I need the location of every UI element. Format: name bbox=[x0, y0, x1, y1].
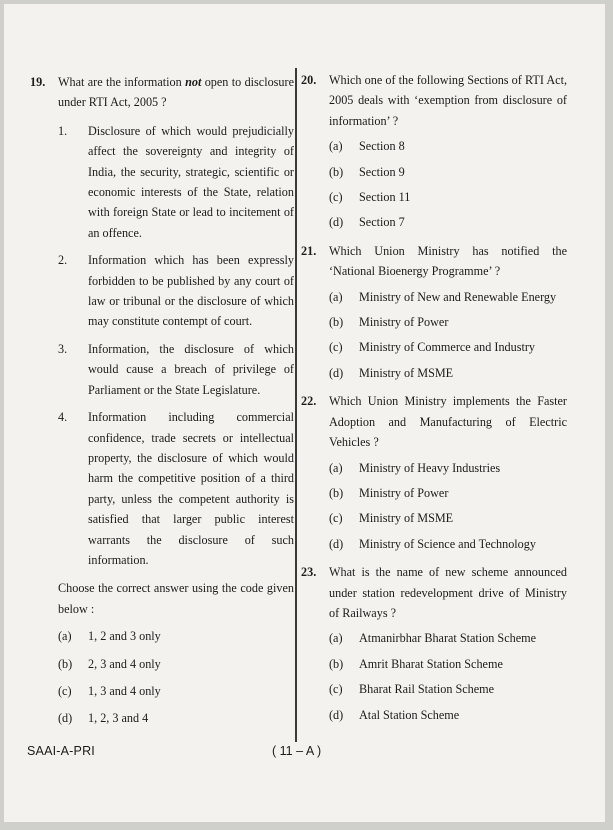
option-b[interactable]: (b) Ministry of Power bbox=[329, 315, 449, 330]
question-19 bbox=[30, 72, 294, 113]
statement-2: 2. Information which has been expressly forbidden to be published by any court of law or tribunal or the disclosure of which may constitute contempt of court. bbox=[58, 253, 294, 329]
question-21: 21. Which Union Ministry has notified the ‘National Bioenergy Programme’ ? bbox=[301, 243, 567, 279]
option-c[interactable]: (c) Ministry of Commerce and Industry bbox=[329, 340, 536, 355]
question-22: 22. Which Union Ministry implements the Faster Adoption and Manufacturing of Electric Vehicles ? bbox=[301, 394, 567, 450]
right-column bbox=[301, 70, 567, 725]
left-column bbox=[30, 72, 294, 729]
option-d[interactable]: (d) 1, 2, 3 and 4 bbox=[58, 711, 149, 726]
option-d[interactable]: (d) Section 7 bbox=[329, 215, 405, 230]
column-divider bbox=[295, 68, 297, 742]
option-d[interactable]: (d) Atal Station Scheme bbox=[329, 707, 460, 722]
option-d[interactable]: (d) Ministry of Science and Technology bbox=[329, 536, 536, 551]
exam-page bbox=[4, 4, 605, 822]
answer-instruction: Choose the correct answer using the code given below : bbox=[58, 581, 294, 616]
option-b[interactable]: (b) 2, 3 and 4 only bbox=[58, 656, 161, 671]
statement-4: 4. Information including commercial confidence, trade secrets or intellectual property, the disclosure of which would harm the competitive position of a third party, unless the competent authority is satisfied that larger public interest warrants the disclosure of such information. bbox=[58, 410, 294, 567]
option-b[interactable]: (b) Amrit Bharat Station Scheme bbox=[329, 656, 503, 671]
question-20: 20. Which one of the following Sections of RTI Act, 2005 deals with ‘exemption from disclosure of information’ ? bbox=[301, 73, 567, 128]
option-c[interactable]: (c) Ministry of MSME bbox=[329, 511, 454, 526]
option-c[interactable]: (c) 1, 3 and 4 only bbox=[58, 683, 161, 698]
option-a[interactable]: (a) Ministry of New and Renewable Energy bbox=[329, 289, 557, 304]
option-a[interactable]: (a) 1, 2 and 3 only bbox=[58, 629, 161, 644]
question-text: What are the information not open to disclosure under RTI Act, 2005 ? bbox=[58, 75, 294, 110]
option-d[interactable]: (d) Ministry of MSME bbox=[329, 365, 454, 380]
emphasis-not: not bbox=[185, 75, 202, 89]
question-23: 23. What is the name of new scheme announced under station redevelopment drive of Ministry of Railways ? bbox=[301, 565, 567, 620]
option-c[interactable]: (c) Bharat Rail Station Scheme bbox=[329, 682, 495, 697]
booklet-code: SAAI-A-PRI bbox=[27, 744, 95, 758]
option-c[interactable]: (c) Section 11 bbox=[329, 190, 411, 205]
statement-3: 3. Information, the disclosure of which would cause a breach of privilege of Parliament or the State Legislature. bbox=[58, 341, 294, 397]
option-a[interactable]: (a) Atmanirbhar Bharat Station Scheme bbox=[329, 631, 537, 646]
option-a[interactable]: (a) Ministry of Heavy Industries bbox=[329, 460, 501, 475]
option-b[interactable]: (b) Section 9 bbox=[329, 164, 405, 179]
statement-1: 1. Disclosure of which would prejudicially affect the sovereignty and integrity of India, the security, strategic, scientific or economic interests of the State, relation with foreign State or lead to incitement of an offence. bbox=[58, 123, 294, 240]
question-number: 19. bbox=[30, 75, 46, 89]
page-number: ( 11 – A ) bbox=[272, 744, 322, 758]
option-b[interactable]: (b) Ministry of Power bbox=[329, 485, 449, 500]
option-a[interactable]: (a) Section 8 bbox=[329, 139, 405, 154]
